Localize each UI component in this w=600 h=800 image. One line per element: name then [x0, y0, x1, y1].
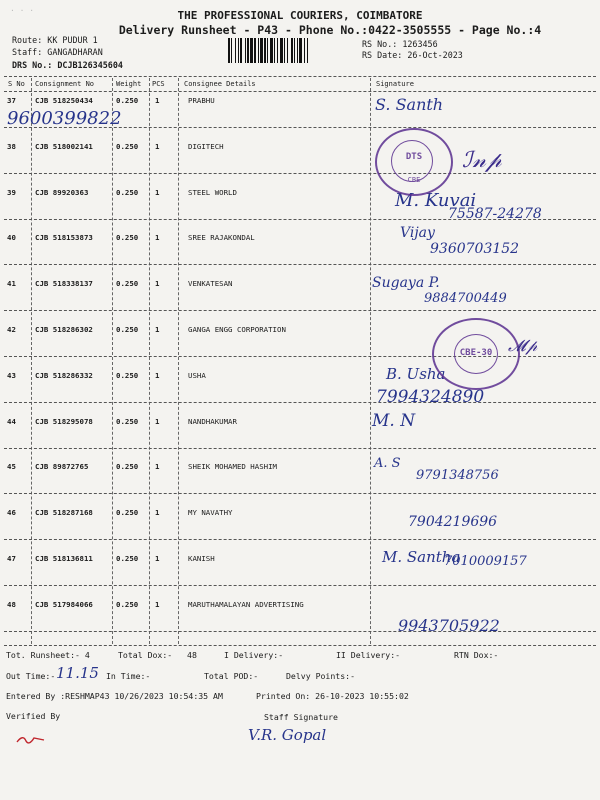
row-signature-phone: 9943705922 — [398, 615, 500, 635]
total-dox: Total Dox:- 48 — [118, 650, 197, 660]
drs-no: DRS No.: DCJB126345604 — [12, 60, 123, 70]
barcode-bar — [274, 38, 275, 63]
row-consignee: GANGA ENGG CORPORATION — [188, 325, 286, 334]
row-pcs: 1 — [155, 416, 160, 426]
row-signature-phone: 9360703152 — [430, 241, 520, 258]
row-consignee: PRABHU — [188, 96, 215, 105]
staff-signature: V.R. Gopal — [248, 726, 327, 744]
row-consignment: CJB 518295078 — [35, 416, 93, 426]
i-delivery: I Delivery:- — [224, 650, 284, 660]
footer-rule — [4, 645, 596, 646]
row-sno: 37 — [7, 96, 16, 105]
col-divider — [31, 78, 32, 644]
verified-by: Verified By — [6, 711, 61, 721]
barcode-bar — [235, 38, 236, 63]
row-rule — [4, 264, 596, 265]
row-consignment: CJB 518153873 — [35, 233, 93, 243]
row-consignee: KANISH — [188, 554, 215, 563]
barcode-bar — [299, 38, 302, 63]
row-signature: B. Usha — [386, 364, 446, 383]
row-rule — [4, 173, 596, 174]
barcode-bar — [240, 38, 242, 63]
row-rule — [4, 402, 596, 403]
row-consignee: MARUTHAMALAYAN ADVERTISING — [188, 599, 304, 609]
row-weight: 0.250 — [116, 96, 139, 105]
staff: Staff: GANGADHARAN — [12, 47, 103, 57]
row-consignee: SHEIK MOHAMED HASHIM — [188, 462, 277, 472]
row-pcs: 1 — [155, 187, 160, 197]
row-sno: 48 — [7, 599, 16, 609]
row-pcs: 1 — [155, 279, 160, 289]
row-consignee: SREE RAJAKONDAL — [188, 233, 255, 243]
barcode-bar — [287, 38, 288, 63]
row-signature-phone: 9600399822 — [7, 108, 122, 129]
barcode-bar — [250, 38, 253, 63]
stamp-scribble: ℐ𝓃𝓅 — [462, 148, 502, 173]
row-signature-phone: 9791348756 — [416, 468, 499, 484]
corner-mark: · · · — [10, 6, 35, 15]
row-signature-phone: 75587-24278 — [448, 205, 542, 222]
barcode-bar — [245, 38, 246, 63]
barcode-bar — [294, 38, 295, 63]
out-time-value: 11.15 — [56, 664, 99, 682]
total-pod: Total POD:- — [204, 671, 259, 681]
col-divider — [149, 78, 150, 644]
barcode-bar — [304, 38, 305, 63]
barcode-bar — [238, 38, 239, 63]
row-rule — [4, 631, 596, 632]
row-consignment: CJB 518286332 — [35, 370, 93, 380]
delvy-points: Delvy Points:- — [286, 671, 356, 681]
row-pcs: 1 — [155, 554, 160, 563]
barcode — [228, 38, 354, 63]
row-consignment: CJB 517984066 — [35, 599, 93, 609]
col-header-pcs: PCS — [152, 80, 165, 88]
document-title: THE PROFESSIONAL COURIERS, COIMBATORE — [177, 9, 423, 22]
row-weight: 0.250 — [116, 554, 139, 563]
row-consignee: MY NAVATHY — [188, 508, 233, 518]
barcode-bar — [258, 38, 259, 63]
row-weight: 0.250 — [116, 279, 139, 289]
row-sno: 40 — [7, 233, 16, 243]
row-consignment: CJB 518286302 — [35, 325, 93, 334]
row-consignment: CJB 518250434 — [35, 96, 93, 105]
row-weight: 0.250 — [116, 508, 139, 518]
barcode-bar — [270, 38, 273, 63]
row-pcs: 1 — [155, 370, 160, 380]
row-signature-phone: 7010009157 — [444, 554, 527, 569]
row-rule — [4, 310, 596, 311]
row-sno: 38 — [7, 141, 16, 151]
row-consignment: CJB 518287168 — [35, 508, 93, 518]
cbe-stamp-text: CBE-30 — [459, 348, 493, 358]
row-rule — [4, 127, 596, 128]
staff-signature-label: Staff Signature — [264, 712, 338, 722]
row-weight: 0.250 — [116, 370, 139, 380]
row-weight: 0.250 — [116, 416, 139, 426]
barcode-bar — [307, 38, 308, 63]
row-signature-phone: 9884700449 — [424, 291, 507, 307]
row-sno: 46 — [7, 508, 16, 518]
document-subtitle: Delivery Runsheet - P43 - Phone No.:0422-3505555 - Page No.:4 — [118, 23, 542, 37]
row-consignment: CJB 518002141 — [35, 141, 93, 151]
tot-runsheet: Tot. Runsheet:- 4 — [6, 650, 90, 660]
row-pcs: 1 — [155, 233, 160, 243]
row-rule — [4, 539, 596, 540]
col-header-sno: S No — [8, 80, 25, 88]
row-pcs: 1 — [155, 508, 160, 518]
row-weight: 0.250 — [116, 187, 139, 197]
barcode-bar — [284, 38, 285, 63]
dts-stamp-bottom: CBE — [407, 176, 421, 184]
barcode-bar — [254, 38, 256, 63]
row-sno: 44 — [7, 416, 16, 426]
row-signature: M. Santha — [382, 548, 461, 566]
row-signature-phone: 7904219696 — [408, 514, 498, 531]
barcode-bar — [291, 38, 293, 63]
barcode-bar — [247, 38, 249, 63]
row-sno: 39 — [7, 187, 16, 197]
row-sno: 47 — [7, 554, 16, 563]
row-signature: A. S — [374, 456, 401, 472]
stamp-scribble: 𝓜𝓅 — [508, 336, 538, 355]
col-divider — [112, 78, 113, 644]
row-consignee: NANDHAKUMAR — [188, 416, 237, 426]
row-signature: M. Kuvai — [395, 189, 477, 211]
barcode-bar — [297, 38, 298, 63]
rs-no: RS No.: 1263456 — [362, 39, 438, 49]
row-weight: 0.250 — [116, 325, 139, 334]
row-pcs: 1 — [155, 599, 160, 609]
row-signature: Sugaya P. — [372, 275, 440, 292]
row-sno: 43 — [7, 370, 16, 380]
row-consignee: USHA — [188, 370, 206, 380]
row-pcs: 1 — [155, 325, 160, 334]
row-rule — [4, 493, 596, 494]
row-sno: 42 — [7, 325, 16, 334]
row-weight: 0.250 — [116, 233, 139, 243]
row-consignment: CJB 89920363 — [35, 187, 89, 197]
row-weight: 0.250 — [116, 599, 139, 609]
row-signature: Vijay — [400, 225, 435, 242]
table-header-rule — [4, 91, 596, 92]
dts-stamp — [375, 128, 453, 196]
row-rule — [4, 585, 596, 586]
route: Route: KK PUDUR 1 — [12, 35, 98, 45]
rtn-dox: RTN Dox:- — [454, 650, 499, 660]
ii-delivery: II Delivery:- — [336, 650, 401, 660]
entered-by: Entered By :RESHMAP43 10/26/2023 10:54:35 AM — [6, 691, 223, 701]
row-weight: 0.250 — [116, 462, 139, 472]
row-consignee: DIGITECH — [188, 141, 224, 151]
barcode-bar — [260, 38, 263, 63]
barcode-bar — [264, 38, 266, 63]
row-consignee: VENKATESAN — [188, 279, 233, 289]
col-divider — [370, 78, 371, 644]
rs-date: RS Date: 26-Oct-2023 — [362, 50, 463, 60]
col-header-signature: Signature — [376, 80, 414, 88]
col-header-weight: Weight — [116, 80, 142, 88]
col-header-consignee: Consignee Details — [184, 80, 256, 88]
row-pcs: 1 — [155, 141, 160, 151]
table-top-rule — [4, 76, 596, 77]
row-consignment: CJB 89872765 — [35, 462, 89, 472]
row-consignee: STEEL WORLD — [188, 187, 237, 197]
barcode-bar — [280, 38, 283, 63]
col-header-consignment: Consignment No — [35, 80, 95, 88]
in-time: In Time:- — [106, 671, 151, 681]
row-signature-phone: 7994324890 — [376, 386, 485, 407]
barcode-bar — [231, 38, 232, 63]
printed-on: Printed On: 26-10-2023 10:55:02 — [256, 691, 409, 701]
verified-by-mark — [14, 730, 54, 750]
row-consignment: CJB 518136811 — [35, 554, 93, 563]
row-sno: 41 — [7, 279, 16, 289]
row-signature: S. Santh — [375, 95, 444, 114]
barcode-bar — [228, 38, 230, 63]
row-signature: M. N — [372, 410, 416, 431]
row-consignment: CJB 518338137 — [35, 279, 93, 289]
row-weight: 0.250 — [116, 141, 139, 151]
row-pcs: 1 — [155, 462, 160, 472]
row-rule — [4, 219, 596, 220]
row-pcs: 1 — [155, 96, 160, 105]
row-sno: 45 — [7, 462, 16, 472]
barcode-bar — [267, 38, 268, 63]
out-time-label: Out Time:- — [6, 671, 56, 681]
cbe-stamp — [432, 318, 520, 390]
dts-stamp-text: DTS — [405, 152, 423, 162]
barcode-bar — [277, 38, 278, 63]
row-rule — [4, 448, 596, 449]
col-divider — [178, 78, 179, 644]
